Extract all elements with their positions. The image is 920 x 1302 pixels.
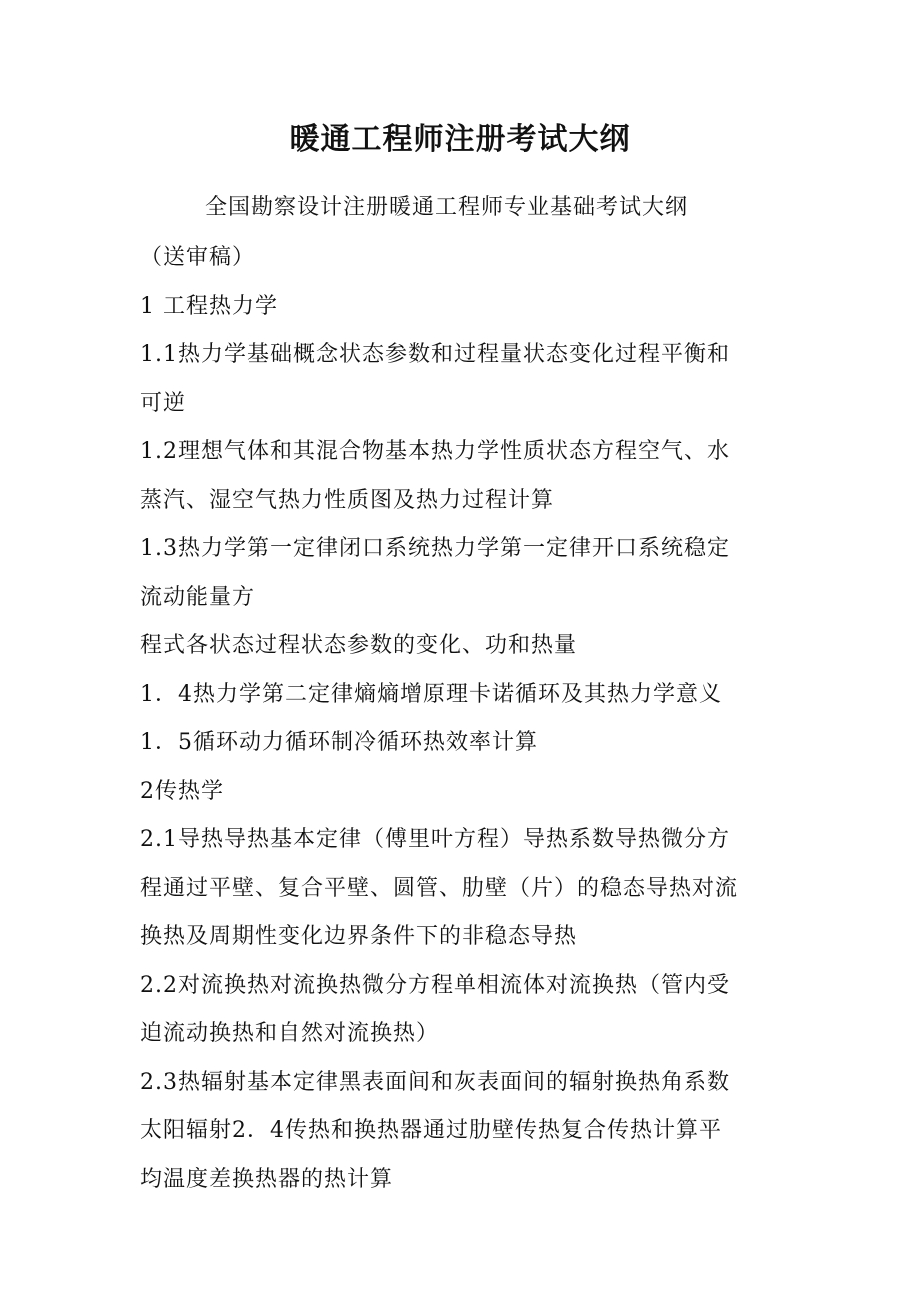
body-line: 2.1导热导热基本定律（傅里叶方程）导热系数导热微分方 — [140, 827, 730, 852]
body-line: 2.2对流换热对流换热微分方程单相流体对流换热（管内受 — [140, 972, 730, 998]
body-line: 2.3热辐射基本定律黑表面间和灰表面间的辐射换热角系数 — [140, 1069, 730, 1095]
body-line: 流动能量方 — [140, 584, 256, 610]
body-line: 换热及周期性变化边界条件下的非稳态导热 — [140, 924, 578, 949]
body-line: （送审稿） — [140, 245, 256, 270]
body-line: 蒸汽、湿空气热力性质图及热力过程计算 — [140, 487, 555, 513]
body-line: 程式各状态过程状态参数的变化、功和热量 — [140, 633, 578, 658]
body-line: 迫流动换热和自然对流换热） — [140, 1021, 440, 1046]
body-line: 1.3热力学第一定律闭口系统热力学第一定律开口系统稳定 — [140, 536, 730, 561]
body-line: 1.2理想气体和其混合物基本热力学性质状态方程空气、水 — [140, 439, 730, 464]
section-heading: 2传热学 — [140, 778, 224, 804]
section-heading: 1 工程热力学 — [140, 293, 278, 319]
document-subtitle: 全国勘察设计注册暖通工程师专业基础考试大纲 — [205, 195, 689, 220]
document-body — [140, 234, 790, 1204]
body-line: 1．4热力学第二定律熵熵增原理卡诺循环及其热力学意义 — [140, 681, 722, 707]
body-line: 太阳辐射2．4传热和换热器通过肋壁传热复合传热计算平 — [140, 1118, 722, 1143]
body-line: 1．5循环动力循环制冷循环热效率计算 — [140, 730, 538, 755]
body-line: 程通过平壁、复合平壁、圆管、肋壁（片）的稳态导热对流 — [140, 875, 739, 901]
document-title: 暖通工程师注册考试大纲 — [289, 122, 631, 157]
body-line: 1.1热力学基础概念状态参数和过程量状态变化过程平衡和 — [140, 342, 730, 367]
body-line: 可逆 — [140, 390, 187, 416]
body-line: 均温度差换热器的热计算 — [140, 1166, 394, 1192]
